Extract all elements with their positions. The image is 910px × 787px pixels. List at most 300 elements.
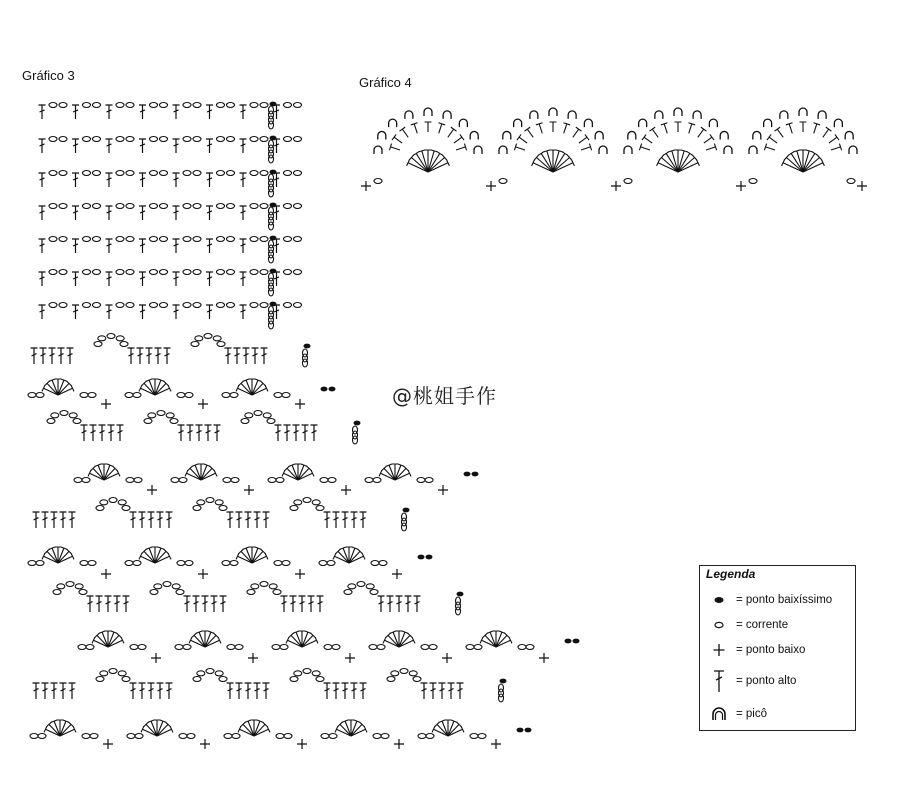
double-crochet-icon (405, 596, 412, 612)
double-crochet-icon (81, 425, 88, 441)
chain-stitch-icon (217, 103, 225, 108)
double-crochet-icon (764, 144, 775, 151)
chain-stitch-icon (73, 419, 81, 424)
double-crochet-icon (33, 683, 40, 699)
chain-stitch-icon (267, 419, 275, 424)
double-crochet-icon (191, 633, 205, 647)
chain-stitch-icon (83, 204, 91, 209)
double-crochet-icon (58, 549, 72, 563)
chain-stitch-icon (127, 734, 135, 739)
double-crochet-icon (42, 512, 49, 528)
double-crochet-icon (214, 425, 221, 441)
double-crochet-icon (767, 134, 777, 143)
double-crochet-icon (173, 305, 180, 319)
chain-stitch-icon (53, 590, 61, 595)
double-crochet-icon (378, 596, 385, 612)
chain-stitch-icon (223, 478, 231, 483)
chain-stitch-icon (179, 478, 187, 483)
double-crochet-icon (72, 173, 79, 187)
chain-stitch-icon (197, 500, 205, 505)
single-crochet-icon (394, 739, 404, 749)
chain-stitch-icon (227, 303, 235, 308)
single-crochet-icon (710, 640, 732, 660)
chain-icon (710, 615, 732, 635)
chain-stitch-icon (116, 303, 124, 308)
chain-stitch-icon (294, 500, 302, 505)
chain-stitch-icon (269, 321, 274, 329)
single-crochet-icon (101, 569, 111, 579)
legend-label: = ponto baixíssimo (736, 594, 833, 606)
double-crochet-icon (157, 683, 164, 699)
chain-stitch-icon (69, 413, 77, 418)
double-crochet-icon (141, 549, 155, 563)
double-crochet-icon (240, 305, 247, 319)
chain-stitch-icon (316, 506, 324, 511)
double-crochet-icon (58, 381, 72, 395)
double-crochet-icon (139, 272, 146, 286)
chain-stitch-icon (254, 411, 262, 416)
double-crochet-icon (155, 348, 162, 364)
double-crochet-icon (184, 596, 191, 612)
slip-stitch-icon (354, 421, 361, 426)
double-crochet-icon (399, 127, 408, 137)
picot-icon (818, 111, 826, 119)
chain-stitch-icon (303, 669, 311, 674)
single-crochet-icon (491, 739, 501, 749)
double-crochet-icon (392, 134, 402, 143)
chain-stitch-icon (193, 204, 201, 209)
chain-stitch-icon (269, 255, 274, 263)
chain-stitch-icon (282, 561, 290, 566)
double-crochet-icon (46, 722, 60, 736)
picot-icon (459, 119, 467, 127)
chain-stitch-icon (179, 734, 187, 739)
legend-item-slip-stitch (710, 590, 832, 610)
slip-stitch-icon (426, 555, 433, 560)
double-crochet-icon (148, 512, 155, 528)
double-crochet-icon (193, 596, 200, 612)
double-crochet-icon (421, 683, 428, 699)
double-crochet-icon (141, 381, 155, 395)
chain-stitch-icon (429, 645, 437, 650)
double-crochet-icon (457, 683, 464, 699)
double-crochet-icon (39, 105, 46, 119)
chain-stitch-icon (138, 645, 146, 650)
chain-stitch-icon (49, 171, 57, 176)
double-crochet-icon (385, 633, 399, 647)
double-crochet-icon (333, 512, 340, 528)
slip-stitch-icon (472, 472, 479, 477)
chain-stitch-icon (130, 645, 138, 650)
single-crochet-icon (147, 485, 157, 495)
chain-stitch-icon (160, 103, 168, 108)
chain-stitch-icon (421, 645, 429, 650)
chain-stitch-icon (227, 137, 235, 142)
double-crochet-icon (284, 425, 291, 441)
chain-stitch-icon (280, 645, 288, 650)
chain-stitch-icon (294, 171, 302, 176)
chain-stitch-icon (160, 270, 168, 275)
double-crochet-icon (387, 596, 394, 612)
chain-stitch-icon (273, 590, 281, 595)
chain-stitch-icon (247, 590, 255, 595)
chain-stitch-icon (150, 270, 158, 275)
double-crochet-icon (381, 466, 395, 480)
chain-stitch-icon (624, 179, 632, 184)
double-crochet-icon (252, 549, 266, 563)
chain-stitch-icon (217, 342, 225, 347)
double-crochet-icon (273, 173, 280, 187)
chain-stitch-icon (269, 121, 274, 129)
chain-stitch-icon (269, 584, 277, 589)
double-crochet-icon (351, 722, 365, 736)
chain-stitch-icon (227, 103, 235, 108)
single-crochet-icon (297, 739, 307, 749)
double-crochet-icon (39, 173, 46, 187)
double-crochet-icon (273, 239, 280, 253)
chain-stitch-icon (183, 645, 191, 650)
chain-stitch-icon (245, 413, 253, 418)
picot-icon (799, 108, 807, 116)
single-crochet-icon (442, 653, 452, 663)
double-crochet-icon (201, 466, 215, 480)
double-crochet-icon (227, 683, 234, 699)
single-crochet-icon (857, 181, 867, 191)
chain-stitch-icon (28, 393, 36, 398)
double-crochet-icon (72, 139, 79, 153)
double-crochet-icon (128, 348, 135, 364)
double-crochet-icon (536, 123, 543, 134)
picot-icon (849, 146, 857, 154)
double-crochet-icon (448, 683, 455, 699)
chain-stitch-icon (83, 270, 91, 275)
double-crochet-icon (72, 105, 79, 119)
chain-stitch-icon (241, 419, 249, 424)
chain-stitch-icon (284, 237, 292, 242)
chain-stitch-icon (191, 342, 199, 347)
chain-stitch-icon (49, 303, 57, 308)
double-crochet-icon (155, 549, 169, 563)
chain-stitch-icon (60, 411, 68, 416)
chain-stitch-icon (126, 478, 134, 483)
single-crochet-icon (361, 181, 371, 191)
chain-stitch-icon (93, 103, 101, 108)
chain-stitch-icon (269, 222, 274, 230)
chain-stitch-icon (294, 103, 302, 108)
chain-stitch-icon (250, 103, 258, 108)
watermark-text: @桃姐手作 (392, 384, 497, 408)
single-crochet-icon (244, 485, 254, 495)
double-crochet-icon (72, 272, 79, 286)
picot-icon (753, 131, 761, 139)
picot-icon (530, 111, 538, 119)
double-crochet-icon (157, 722, 171, 736)
double-crochet-icon (438, 123, 445, 134)
double-crochet-icon (164, 348, 171, 364)
single-crochet-icon (101, 399, 111, 409)
picot-icon (568, 111, 576, 119)
double-crochet-icon (240, 722, 254, 736)
slip-stitch-icon (565, 639, 572, 644)
double-crochet-icon (335, 549, 349, 563)
chain-stitch-icon (332, 645, 340, 650)
double-crochet-icon (39, 305, 46, 319)
picot-icon (724, 146, 732, 154)
chain-stitch-icon (82, 734, 90, 739)
chain-stitch-icon (227, 237, 235, 242)
slip-stitch-icon (517, 728, 524, 733)
chain-stitch-icon (847, 179, 855, 184)
picot-icon (628, 131, 636, 139)
chain-stitch-icon (51, 413, 59, 418)
chain-stitch-icon (118, 671, 126, 676)
chain-stitch-icon (230, 393, 238, 398)
double-crochet-icon (117, 425, 124, 441)
double-crochet-icon (240, 272, 247, 286)
chain-stitch-icon (303, 359, 308, 367)
chain-stitch-icon (321, 734, 329, 739)
double-crochet-icon (337, 722, 351, 736)
double-crochet-icon (139, 139, 146, 153)
picot-icon (514, 119, 522, 127)
chain-stitch-icon (75, 584, 83, 589)
double-crochet-icon (302, 633, 316, 647)
chain-stitch-icon (235, 645, 243, 650)
double-crochet-icon (139, 239, 146, 253)
legend-item-chain (710, 615, 788, 635)
double-crochet-icon (524, 127, 533, 137)
chain-stitch-icon (215, 671, 223, 676)
double-crochet-icon (202, 596, 209, 612)
single-crochet-icon (736, 181, 746, 191)
chain-stitch-icon (86, 645, 94, 650)
picot-icon (389, 119, 397, 127)
chain-stitch-icon (183, 237, 191, 242)
chain-stitch-icon (59, 171, 67, 176)
double-crochet-icon (254, 683, 261, 699)
chain-stitch-icon (269, 155, 274, 163)
double-crochet-icon (106, 239, 113, 253)
double-crochet-icon (829, 134, 839, 143)
chain-stitch-icon (400, 669, 408, 674)
chain-stitch-icon (150, 103, 158, 108)
double-crochet-icon (90, 425, 97, 441)
double-crochet-icon (275, 425, 282, 441)
double-crochet-icon (240, 139, 247, 153)
double-crochet-icon (240, 173, 247, 187)
chain-stitch-icon (320, 478, 328, 483)
slip-stitch-icon (304, 344, 311, 349)
double-crochet-icon (67, 348, 74, 364)
double-crochet-icon (290, 596, 297, 612)
double-crochet-icon (157, 512, 164, 528)
double-crochet-icon (206, 239, 213, 253)
double-crochet-icon (94, 633, 108, 647)
double-crochet-icon (206, 105, 213, 119)
double-crochet-icon (206, 305, 213, 319)
double-crochet-icon (360, 683, 367, 699)
chain-stitch-icon (126, 137, 134, 142)
chain-stitch-icon (49, 204, 57, 209)
chain-stitch-icon (316, 677, 324, 682)
chain-stitch-icon (282, 393, 290, 398)
chain-stitch-icon (324, 645, 332, 650)
double-crochet-icon (800, 122, 807, 132)
double-crochet-icon (240, 105, 247, 119)
chain-stitch-icon (319, 561, 327, 566)
double-crochet-icon (146, 348, 153, 364)
double-crochet-icon (139, 173, 146, 187)
chain-stitch-icon (371, 561, 379, 566)
double-crochet-icon (148, 683, 155, 699)
chain-stitch-icon (93, 270, 101, 275)
chain-stitch-icon (224, 734, 232, 739)
chain-stitch-icon (268, 478, 276, 483)
double-crochet-icon (649, 127, 658, 137)
chain-stitch-icon (98, 336, 106, 341)
double-crochet-icon (173, 139, 180, 153)
double-crochet-icon (786, 123, 793, 134)
chain-stitch-icon (409, 671, 417, 676)
chain-stitch-icon (217, 237, 225, 242)
double-crochet-icon (108, 425, 115, 441)
chain-stitch-icon (88, 393, 96, 398)
chain-stitch-icon (329, 734, 337, 739)
slip-stitch-icon (710, 590, 732, 610)
double-crochet-icon (227, 512, 234, 528)
chain-stitch-icon (478, 734, 486, 739)
chain-stitch-icon (122, 506, 130, 511)
double-crochet-icon (517, 134, 527, 143)
legend-label: = ponto baixo (736, 644, 806, 656)
chain-stitch-icon (426, 734, 434, 739)
chain-stitch-icon (116, 137, 124, 142)
double-crochet-icon (579, 134, 589, 143)
chain-stitch-icon (160, 237, 168, 242)
chain-stitch-icon (357, 582, 365, 587)
picot-icon (503, 131, 511, 139)
double-crochet-icon (642, 134, 652, 143)
double-crochet-icon (661, 123, 668, 134)
chain-stitch-icon (109, 669, 117, 674)
double-crochet-icon (139, 206, 146, 220)
double-crochet-icon (69, 683, 76, 699)
chain-stitch-icon (456, 607, 461, 615)
double-crochet-icon (40, 348, 47, 364)
double-crochet-icon (302, 425, 309, 441)
chain-stitch-icon (284, 734, 292, 739)
chain-stitch-icon (150, 590, 158, 595)
double-crochet-icon (581, 144, 592, 151)
picot-icon (549, 108, 557, 116)
double-crochet-icon (284, 466, 298, 480)
chain-stitch-icon (150, 204, 158, 209)
picot-icon (655, 111, 663, 119)
picot-icon (764, 119, 772, 127)
chain-stitch-icon (260, 103, 268, 108)
chain-stitch-icon (100, 671, 108, 676)
double-crochet-icon (173, 105, 180, 119)
picot-icon (710, 704, 732, 724)
double-crochet-icon (273, 305, 280, 319)
double-crochet-icon (774, 127, 783, 137)
double-crochet-icon (51, 512, 58, 528)
double-crochet-icon (106, 139, 113, 153)
chain-stitch-icon (172, 584, 180, 589)
double-crochet-icon (273, 272, 280, 286)
double-crochet-icon (245, 683, 252, 699)
legend-title: Legenda (706, 567, 756, 581)
chain-stitch-icon (250, 137, 258, 142)
picot-icon (624, 146, 632, 154)
chain-stitch-icon (93, 171, 101, 176)
chain-stitch-icon (260, 237, 268, 242)
slip-stitch-icon (525, 728, 532, 733)
double-crochet-icon (454, 134, 464, 143)
double-crochet-icon (675, 122, 682, 132)
double-crochet-icon (823, 127, 832, 137)
single-crochet-icon (611, 181, 621, 191)
chain-stitch-icon (328, 478, 336, 483)
chain-stitch-icon (217, 171, 225, 176)
legend-item-double-crochet (710, 668, 796, 694)
chain-stitch-icon (160, 303, 168, 308)
double-crochet-icon (243, 348, 250, 364)
single-crochet-icon (151, 653, 161, 663)
chain-stitch-icon (160, 171, 168, 176)
chain-stitch-icon (150, 237, 158, 242)
chain-stitch-icon (274, 561, 282, 566)
chain-stitch-icon (227, 204, 235, 209)
double-crochet-icon (166, 683, 173, 699)
chain-stitch-icon (217, 270, 225, 275)
single-crochet-icon (539, 653, 549, 663)
chain-stitch-icon (183, 270, 191, 275)
chain-stitch-icon (82, 478, 90, 483)
chain-stitch-icon (116, 270, 124, 275)
double-crochet-icon (31, 348, 38, 364)
chain-stitch-icon (470, 734, 478, 739)
chain-stitch-icon (49, 137, 57, 142)
chain-stitch-icon (116, 103, 124, 108)
chain-stitch-icon (28, 561, 36, 566)
chain-stitch-icon (94, 342, 102, 347)
chain-stitch-icon (109, 498, 117, 503)
chain-stitch-icon (193, 677, 201, 682)
chain-stitch-icon (499, 694, 504, 702)
chain-stitch-icon (80, 393, 88, 398)
chain-stitch-icon (269, 288, 274, 296)
double-crochet-icon (254, 512, 261, 528)
chain-stitch-icon (66, 582, 74, 587)
picot-icon (474, 146, 482, 154)
chain-stitch-icon (36, 561, 44, 566)
chain-stitch-icon (294, 204, 302, 209)
chain-stitch-icon (327, 561, 335, 566)
double-crochet-icon (187, 425, 194, 441)
double-crochet-icon (573, 127, 582, 137)
legend-label: = picô (736, 708, 768, 720)
chain-stitch-icon (83, 171, 91, 176)
chain-stitch-icon (272, 645, 280, 650)
double-crochet-icon (130, 512, 137, 528)
double-crochet-icon (311, 425, 318, 441)
double-crochet-icon (39, 272, 46, 286)
chain-stitch-icon (133, 561, 141, 566)
double-crochet-icon (298, 466, 312, 480)
double-crochet-icon (238, 381, 252, 395)
double-crochet-icon (448, 127, 457, 137)
